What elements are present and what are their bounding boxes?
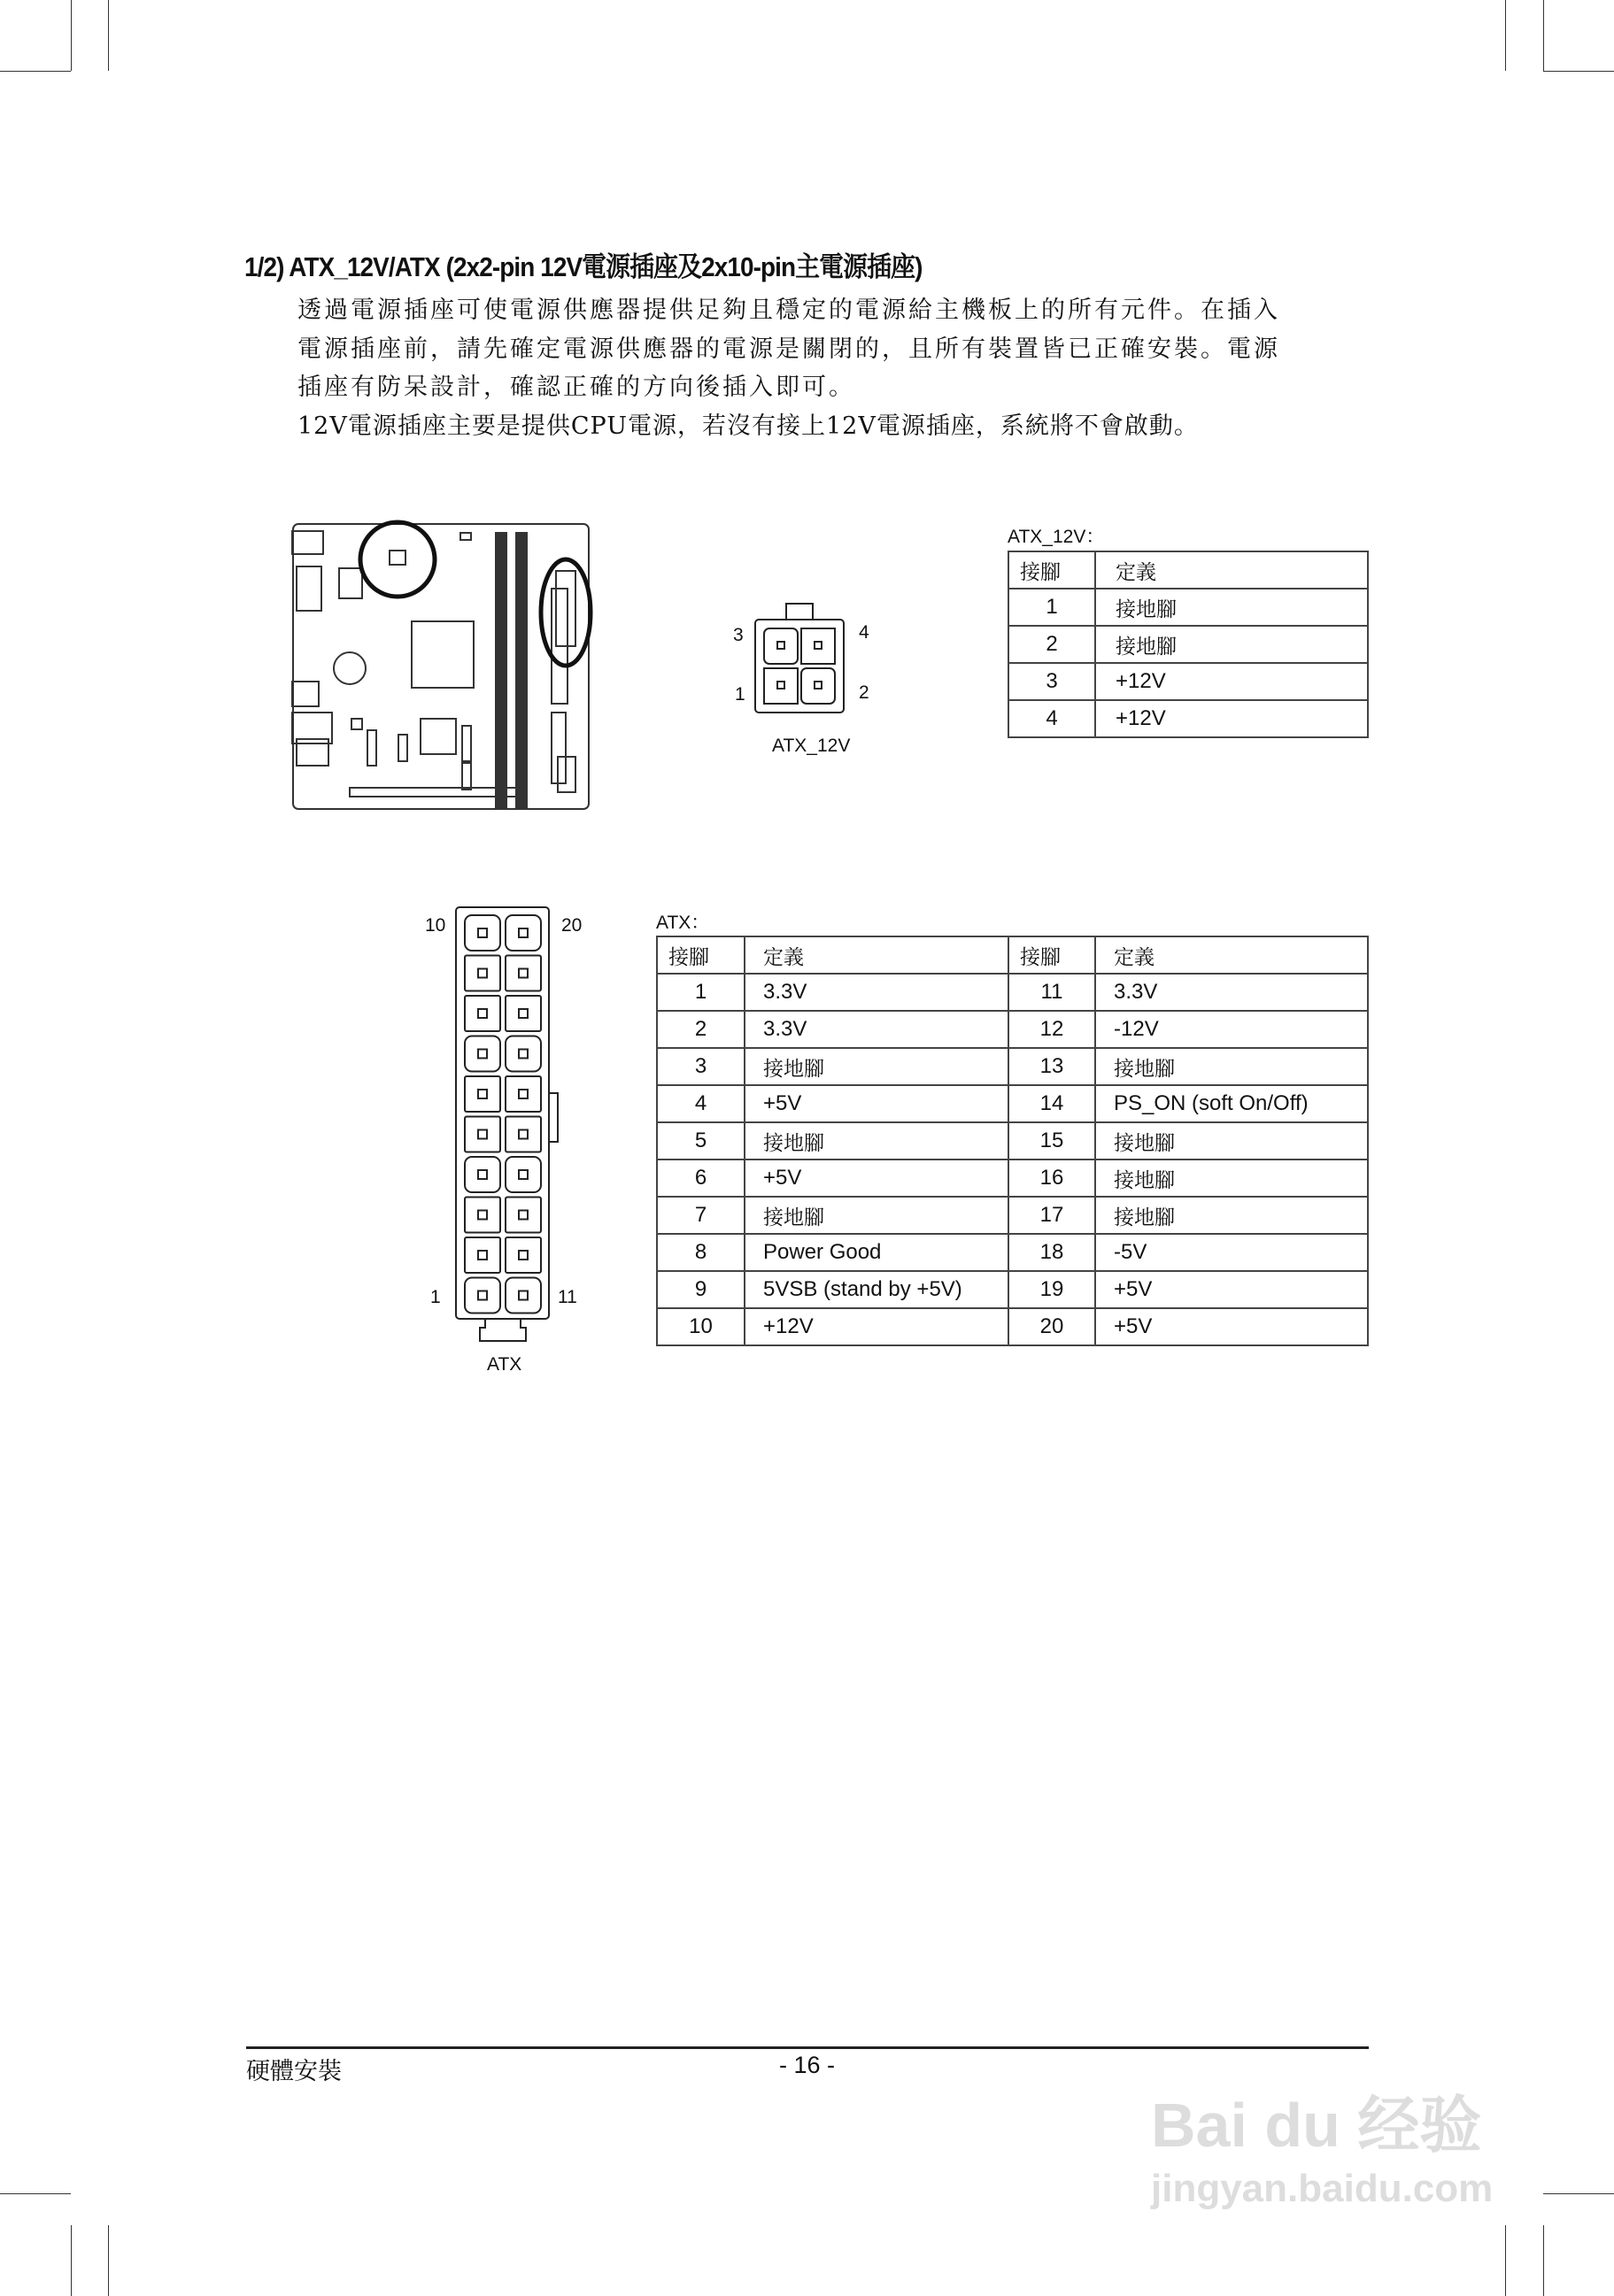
footer-section: 硬體安裝	[246, 2058, 342, 2085]
definition-cell: Power Good	[745, 1234, 1008, 1271]
atx-pin-hole	[519, 1170, 528, 1179]
table-row	[657, 1085, 1368, 1122]
pin-cell: 16	[1008, 1160, 1095, 1197]
atx-pin	[465, 1036, 500, 1072]
definition-cell: -5V	[1095, 1234, 1368, 1271]
atx-pin-hole	[519, 969, 528, 978]
atx-pin-hole	[519, 1009, 528, 1018]
atx-pin	[465, 1198, 500, 1233]
pin-cell: 11	[1008, 974, 1095, 1011]
atx-pin-hole	[478, 1050, 487, 1059]
pin-label: 2	[859, 682, 869, 703]
pin-cell: 17	[1008, 1197, 1095, 1234]
definition-cell: 5VSB (stand by +5V)	[745, 1271, 1008, 1308]
pin-label: 10	[425, 915, 446, 936]
table-row	[657, 1308, 1368, 1345]
atx-pin	[506, 1036, 541, 1072]
pin-cell: 5	[657, 1122, 745, 1160]
pin-cell: 2	[1008, 626, 1095, 663]
atx-pin	[465, 1076, 500, 1112]
atx-pin	[506, 996, 541, 1031]
atx-pin	[465, 1237, 500, 1273]
header-cell: 接腳	[657, 936, 745, 974]
watermark-url: jingyan.baidu.com	[1151, 2167, 1494, 2210]
table-row	[657, 1122, 1368, 1160]
atx-pin-hole	[478, 1211, 487, 1220]
atx-pin	[506, 1198, 541, 1233]
table-row	[657, 974, 1368, 1011]
paragraph-line: 透過電源插座可使電源供應器提供足夠且穩定的電源給主機板上的所有元件。在插入	[297, 297, 1280, 324]
definition-cell: +5V	[745, 1085, 1008, 1122]
atx-pin-hole	[519, 1090, 528, 1098]
definition-cell: 接地腳	[745, 1197, 1008, 1234]
atx-pin-hole	[519, 928, 528, 937]
atx-pin	[465, 1157, 500, 1192]
atx-connector-diagram	[452, 903, 562, 1354]
definition-cell: 接地腳	[1095, 626, 1368, 663]
atx-pin-hole	[519, 1211, 528, 1220]
pin-cell: 20	[1008, 1308, 1095, 1345]
connector-label: ATX	[487, 1354, 522, 1375]
atx-pin-hole	[519, 1251, 528, 1260]
atx12v-pin-table	[1008, 551, 1369, 738]
paragraph-line: 電源插座前，請先確定電源供應器的電源是關閉的，且所有裝置皆已正確安裝。電源	[297, 335, 1280, 363]
table-row	[657, 1048, 1368, 1085]
pin-cell: 15	[1008, 1122, 1095, 1160]
definition-cell: 接地腳	[1095, 1048, 1368, 1085]
definition-cell: 接地腳	[1095, 589, 1368, 626]
pin-label: 1	[735, 684, 745, 705]
definition-cell: 接地腳	[1095, 1122, 1368, 1160]
atx-pin	[465, 1278, 500, 1314]
definition-cell: 接地腳	[1095, 1160, 1368, 1197]
table-row	[1008, 589, 1368, 626]
table-row	[657, 1160, 1368, 1197]
watermark-logo: Bai du 经验	[1151, 2091, 1482, 2160]
atx-pin-hole	[478, 1130, 487, 1139]
pin-cell: 3	[657, 1048, 745, 1085]
atx-pin-hole	[519, 1050, 528, 1059]
atx-pin	[506, 1157, 541, 1192]
atx-pin-hole	[519, 1291, 528, 1300]
atx12v-connector-diagram	[751, 602, 848, 717]
pin-cell: 4	[657, 1085, 745, 1122]
atx-pin	[465, 915, 500, 951]
definition-cell: +5V	[1095, 1308, 1368, 1345]
pin-label: 11	[558, 1287, 577, 1307]
pin-cell: 14	[1008, 1085, 1095, 1122]
atx-pin-table	[656, 936, 1369, 1346]
header-cell: 定義	[745, 936, 1008, 974]
definition-cell: 3.3V	[745, 1011, 1008, 1048]
table-row	[657, 1271, 1368, 1308]
definition-cell: +5V	[745, 1160, 1008, 1197]
atx-pin	[465, 1117, 500, 1152]
table-row	[1008, 626, 1368, 663]
header-cell: 定義	[1095, 936, 1368, 974]
table-row	[1008, 663, 1368, 700]
pin-label: 3	[733, 625, 744, 645]
definition-cell: 3.3V	[745, 974, 1008, 1011]
pin-cell: 2	[657, 1011, 745, 1048]
pin-cell: 4	[1008, 700, 1095, 737]
pin-cell: 13	[1008, 1048, 1095, 1085]
pin-cell: 1	[1008, 589, 1095, 626]
pin-cell: 9	[657, 1271, 745, 1308]
definition-cell: +12V	[745, 1308, 1008, 1345]
header-cell: 接腳	[1008, 936, 1095, 974]
atx-pin	[506, 915, 541, 951]
definition-cell: +5V	[1095, 1271, 1368, 1308]
pin-cell: 1	[657, 974, 745, 1011]
table-row	[657, 1234, 1368, 1271]
header-cell: 定義	[1095, 551, 1368, 589]
definition-cell: 接地腳	[745, 1048, 1008, 1085]
pin-label: 4	[859, 622, 869, 643]
section-title: 1/2) ATX_12V/ATX (2x2-pin 12V電源插座及2x10-pin主電源插座)	[244, 251, 923, 282]
table-row	[1008, 700, 1368, 737]
atx-pin-hole	[519, 1130, 528, 1139]
definition-cell: 接地腳	[745, 1122, 1008, 1160]
atx-pin	[465, 996, 500, 1031]
table-row	[657, 1011, 1368, 1048]
definition-cell: +12V	[1095, 663, 1368, 700]
table-label: ATX：	[656, 913, 710, 933]
atx-pin-hole	[478, 969, 487, 978]
atx-pin-hole	[478, 1090, 487, 1098]
pin-cell: 6	[657, 1160, 745, 1197]
connector-label: ATX_12V	[772, 736, 851, 756]
pin-cell: 18	[1008, 1234, 1095, 1271]
motherboard-diagram	[288, 513, 606, 819]
definition-cell: 3.3V	[1095, 974, 1368, 1011]
page-number: - 16 -	[779, 2052, 836, 2078]
pin-cell: 3	[1008, 663, 1095, 700]
atx-pin-hole	[478, 1291, 487, 1300]
header-cell: 接腳	[1008, 551, 1095, 589]
pin-cell: 12	[1008, 1011, 1095, 1048]
pin-cell: 19	[1008, 1271, 1095, 1308]
paragraph-line: 插座有防呆設計，確認正確的方向後插入即可。	[297, 374, 855, 401]
pin-label: 1	[430, 1287, 441, 1307]
paragraph-line: 12V電源插座主要是提供CPU電源，若沒有接上12V電源插座，系統將不會啟動。	[297, 412, 1199, 440]
table-row	[657, 1197, 1368, 1234]
atx-pin-hole	[478, 928, 487, 937]
atx-pin-hole	[478, 1009, 487, 1018]
definition-cell: PS_ON (soft On/Off)	[1095, 1085, 1368, 1122]
atx-pin	[506, 1278, 541, 1314]
pin-label: 20	[561, 915, 583, 936]
atx-pin-hole	[478, 1170, 487, 1179]
definition-cell: +12V	[1095, 700, 1368, 737]
table-label: ATX_12V：	[1008, 527, 1105, 547]
definition-cell: -12V	[1095, 1011, 1368, 1048]
atx-pin	[506, 1237, 541, 1273]
atx-pin-hole	[478, 1251, 487, 1260]
atx-pin	[465, 956, 500, 991]
pin-cell: 8	[657, 1234, 745, 1271]
atx-pin	[506, 956, 541, 991]
atx-pin	[506, 1076, 541, 1112]
atx-pin	[506, 1117, 541, 1152]
pin-cell: 10	[657, 1308, 745, 1345]
definition-cell: 接地腳	[1095, 1197, 1368, 1234]
pin-cell: 7	[657, 1197, 745, 1234]
footer-divider	[246, 2046, 1369, 2049]
